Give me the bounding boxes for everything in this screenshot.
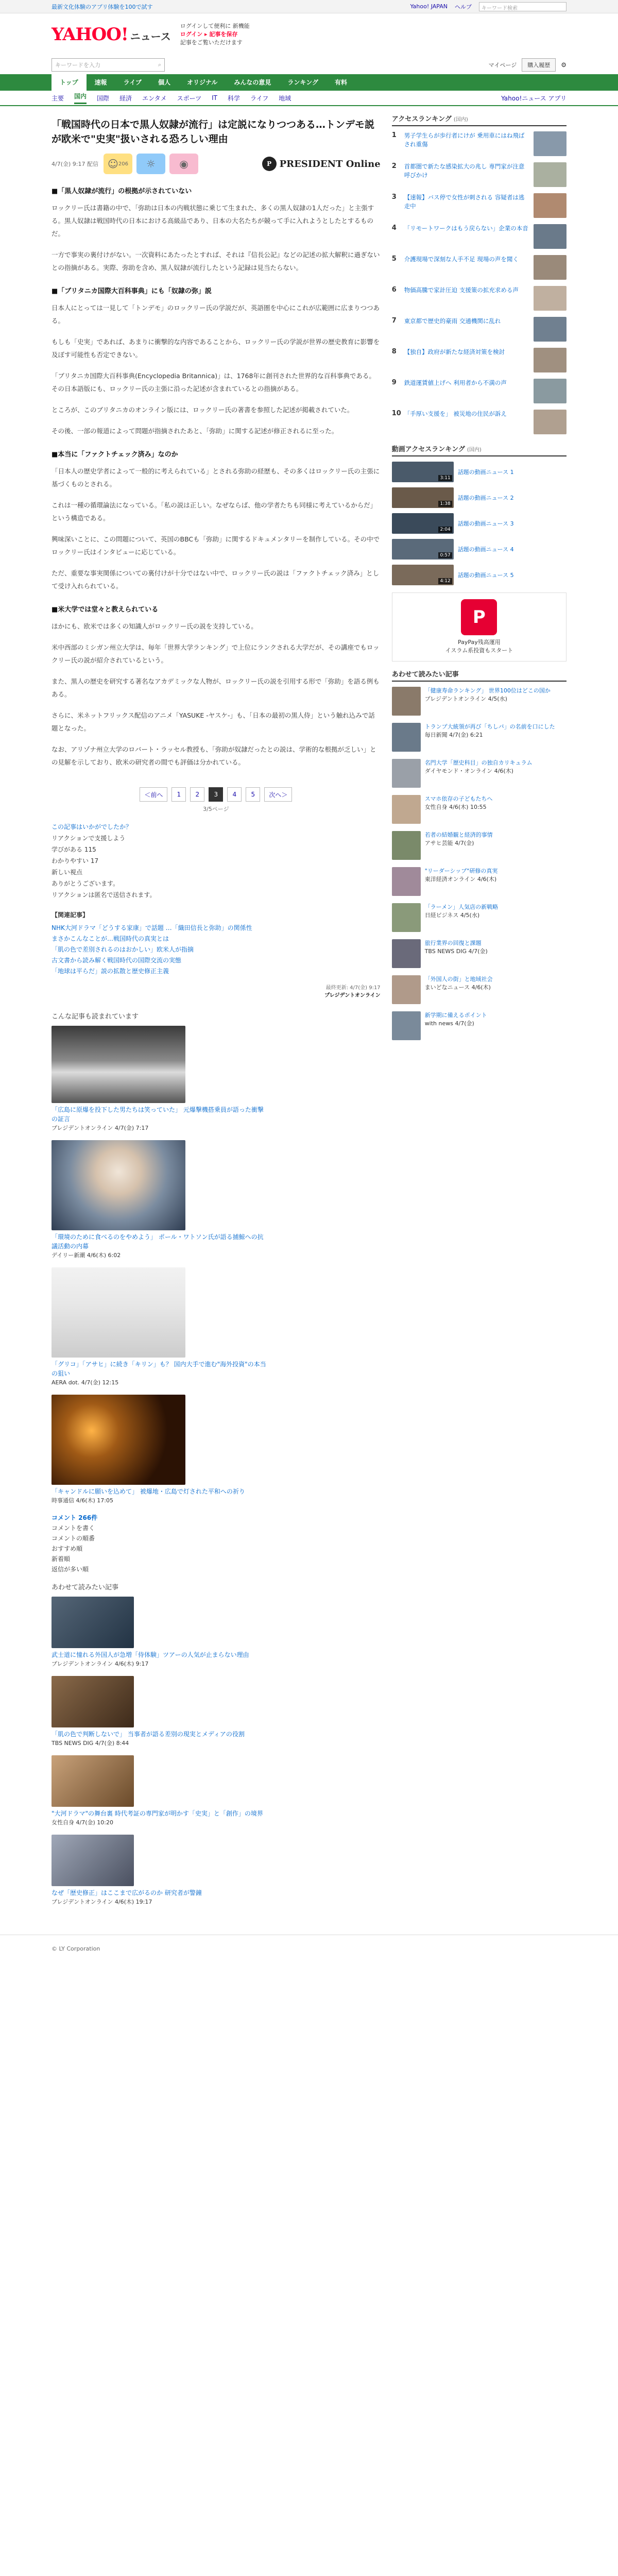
comment-sort-new[interactable]: 新着順 <box>52 1555 71 1563</box>
gnav-item-opinion[interactable]: みんなの意見 <box>234 79 271 86</box>
paragraph: ところが、このブリタニカのオンライン版には、ロックリー氏の著書を参照した記述が掲載されていた。 <box>52 406 354 414</box>
pager-page-5[interactable]: 5 <box>246 787 260 802</box>
publisher-mark-icon: P <box>262 157 277 171</box>
gnav-item-live[interactable]: ライブ <box>123 79 142 86</box>
sidebar-reco-item[interactable]: 若者の結婚観と経済的事情 アサヒ芸能 4/7(金) <box>392 831 566 860</box>
feedback-question: この記事はいかがでしたか？ <box>52 823 132 831</box>
video-item[interactable]: 0:57 話題の動画ニュース 4 <box>392 539 566 560</box>
yahoo-news-logo[interactable]: YAHOO! ニュース <box>52 24 171 45</box>
util-search-input[interactable]: キーワード検索 <box>479 2 566 11</box>
reco-title: 「広島に原爆を投下した男たちは笑っていた」 元爆撃機搭乗員が語った衝撃の証言 <box>52 1106 264 1123</box>
source-note: 最終更新: 4/7(金) 9:17 プレジデントオンライン <box>324 985 381 998</box>
utility-bar <box>0 0 618 13</box>
ranking-thumb <box>534 255 566 280</box>
reco-image <box>52 1597 134 1648</box>
page-footer: © LY Corporation <box>0 1935 618 1962</box>
reco-image <box>52 1026 185 1103</box>
pager-next-button[interactable]: 次へ＞ <box>264 787 292 802</box>
reco-image <box>52 1395 185 1485</box>
category-tab-sports[interactable]: スポーツ <box>177 94 202 102</box>
article-timestamp: 4/7(金) 9:17 配信 <box>52 161 98 167</box>
section-heading: ■「ブリタニカ国際大百科事典」にも「奴隷の弥」説 <box>52 287 212 295</box>
related-link[interactable]: 古文書から読み解く戦国時代の国際交流の実態 <box>52 957 182 964</box>
mypage-link[interactable]: マイページ <box>488 62 517 69</box>
reco-source: TBS NEWS DIG 4/7(金) 8:44 <box>52 1740 129 1747</box>
video-item[interactable]: 3:11 話題の動画ニュース 1 <box>392 462 566 482</box>
reco-card[interactable] <box>52 1140 381 1259</box>
ranking-thumb <box>534 348 566 372</box>
video-ranking-heading: 動画アクセスランキング (国内) <box>392 444 566 456</box>
pager-page-2[interactable]: 2 <box>190 787 204 802</box>
category-tab-entertainment[interactable]: エンタメ <box>142 94 167 102</box>
ranking-item[interactable]: 4 「リモートワークはもう戻らない」企業の本音 <box>392 224 566 249</box>
feedback-block <box>52 821 381 901</box>
reaction-new-view-button[interactable] <box>169 154 198 174</box>
video-item[interactable]: 1:38 話題の動画ニュース 2 <box>392 487 566 508</box>
reco-image <box>52 1755 134 1807</box>
comment-sort-recommended[interactable]: おすすめ順 <box>52 1545 83 1552</box>
paragraph: なお、アリゾナ州立大学のロバート・ラッセル教授も、「弥助が奴隷だったとの説は、学術的な根拠が乏しい」との見解を示しており、欧米の研究者の間でも評価は分かれている。 <box>52 745 376 766</box>
ranking-item[interactable]: 6 物価高騰で家計圧迫 支援策の拡充求める声 <box>392 286 566 311</box>
reco-source: プレジデントオンライン 4/6(木) 9:17 <box>52 1660 149 1667</box>
gear-icon[interactable]: ⚙ <box>561 61 566 69</box>
lightbulb-icon: ☼ <box>146 158 156 170</box>
sidebar-reco-heading: あわせて読みたい記事 <box>392 669 566 682</box>
category-tab-economy[interactable]: 経済 <box>119 94 132 102</box>
reco-heading: こんな記事も読まれています <box>52 1013 139 1021</box>
ranking-thumb <box>534 410 566 434</box>
reco-title: 「キャンドルに願いを込めて」 被爆地・広島で灯された平和への祈り <box>52 1488 245 1495</box>
category-tab-local[interactable]: 地域 <box>279 94 291 102</box>
pagination <box>52 787 381 802</box>
reco-image <box>52 1835 134 1886</box>
related-title: 【関連記事】 <box>52 911 89 919</box>
paragraph: 「日本人の歴史学者によって一般的に考えられている」とされる弥助の経歴も、その多くはロックリー氏の主張に基づくものとされる。 <box>52 467 380 488</box>
paragraph: 興味深いことに、この問題について、英国のBBCも「弥助」に関するドキュメンタリーを制作している。その中でロックリー氏はインタビューに応じている。 <box>52 535 380 556</box>
sidebar-ad[interactable]: P PayPay残高運用 イスラム系投資もスタート <box>392 592 566 662</box>
search-icon[interactable]: ⌕ <box>158 61 161 68</box>
access-ranking-heading: アクセスランキング (国内) <box>392 113 566 126</box>
reco-source: プレジデントオンライン 4/7(金) 7:17 <box>52 1125 149 1131</box>
article-headline: 「戦国時代の日本で黒人奴隷が流行」は定説になりつつある…トンデモ説が欧米で"史実"扱いされる恐ろしい理由 <box>52 119 375 145</box>
pager-status: 3/5ページ <box>203 806 229 812</box>
ranking-item[interactable]: 9 鉄道運賃値上げへ 利用者から不満の声 <box>392 379 566 403</box>
ranking-thumb <box>534 131 566 156</box>
paragraph: 日本人にとっては一見して「トンデモ」のロックリー氏の学説だが、英語圏を中心にこれが広範囲に広まりつつある。 <box>52 304 380 325</box>
reco-image <box>52 1676 134 1727</box>
util-promo-link[interactable]: 最新文化体験のアプリ体験を100で試す <box>52 3 153 10</box>
article-meta <box>52 154 381 174</box>
gnav-item-ranking[interactable]: ランキング <box>287 79 319 86</box>
category-tab-science[interactable]: 科学 <box>228 94 241 102</box>
reco-source: AERA dot. 4/7(金) 12:15 <box>52 1379 119 1386</box>
category-tab-main[interactable]: 主要 <box>52 94 64 102</box>
sidebar-reco-item[interactable]: 名門大学「歴史科目」の独自カリキュラム ダイヤモンド・オンライン 4/6(木) <box>392 759 566 788</box>
sidebar-reco-item[interactable]: スマホ依存の子どもたちへ 女性自身 4/6(木) 10:55 <box>392 795 566 824</box>
ranking-item[interactable]: 10 「手厚い支援を」 被災地の住民が訴え <box>392 410 566 434</box>
related-link[interactable]: NHK大河ドラマ「どうする家康」で話題 …「織田信長と弥助」の関係性 <box>52 924 252 931</box>
category-tab-life[interactable]: ライフ <box>250 94 269 102</box>
paypay-logo-icon: P <box>461 599 497 635</box>
app-link[interactable]: Yahoo!ニュース アプリ <box>501 94 566 102</box>
related-link[interactable]: まさかこんなことが…戦国時代の真実とは <box>52 935 169 942</box>
reco-title: 「グリコ」「アサヒ」に続き「キリン」も？ 国内大手で進む"海外投資"の本当の狙い <box>52 1361 266 1377</box>
ranking-thumb <box>534 379 566 403</box>
reaction-clear-button[interactable] <box>136 154 165 174</box>
sidebar-reco-item[interactable]: 「ラーメン」人気店の新戦略 日経ビジネス 4/5(水) <box>392 903 566 932</box>
category-tab-domestic[interactable]: 国内 <box>74 92 87 104</box>
paragraph: これは一種の循環論法になっている。「私の説は正しい。なぜならば、他の学者たちも同様に考えているからだ」という構造である。 <box>52 501 377 522</box>
sidebar-reco-item[interactable]: 「健康寿命ランキング」 世界100位はどこの国か プレジデントオンライン 4/5(水) <box>392 687 566 716</box>
util-yahoo-link[interactable]: Yahoo! JAPAN <box>410 3 448 10</box>
ranking-thumb <box>534 193 566 218</box>
lower-card[interactable] <box>52 1676 381 1747</box>
feedback-note: リアクションは匿名で送信されます。 <box>52 891 156 899</box>
paragraph: その後、一部の報道によって問題が指摘されたあと、「弥助」に関する記述が修正されるに至った。 <box>52 427 338 435</box>
reaction-learn-button[interactable]: ☺ 206 <box>104 154 132 174</box>
reco-title: 「環境のために食べるのをやめよう」 ポール・ワトソン氏が語る捕鯨への抗議活動の内幕 <box>52 1233 264 1250</box>
ranking-thumb <box>534 317 566 342</box>
reco-source: プレジデントオンライン 4/6(木) 19:17 <box>52 1899 152 1905</box>
comment-sort-label: コメントの順番 <box>52 1535 95 1542</box>
lower-card[interactable] <box>52 1835 381 1906</box>
search-row <box>0 56 618 74</box>
article-section-2 <box>52 285 381 437</box>
article-main <box>52 113 381 1914</box>
related-links <box>52 910 381 977</box>
lower-reco-heading: あわせて読みたい記事 <box>52 1584 119 1591</box>
article-section-4 <box>52 604 381 769</box>
lower-card[interactable] <box>52 1755 381 1826</box>
paragraph: ロックリー氏は書籍の中で、「弥助は日本の内戦状態に乗じて生まれた、多くの黒人奴隷の1人だった」と主張する。黒人奴隷は戦国時代の日本における高級品であり、日本の大名たちが競って手に入れようとしたとするものだ。 <box>52 204 374 238</box>
global-nav <box>0 74 618 91</box>
masthead <box>0 13 618 56</box>
feedback-subtext: リアクションで支援しよう <box>52 835 126 842</box>
pager-prev-button[interactable]: ＜前へ <box>140 787 167 802</box>
write-comment-link[interactable]: コメントを書く <box>52 1524 95 1532</box>
ranking-item[interactable]: 5 介護現場で深刻な人手不足 現場の声を聞く <box>392 255 566 280</box>
reco-source: 女性自身 4/7(金) 10:20 <box>52 1819 113 1826</box>
reaction-buttons <box>104 154 198 174</box>
category-tab-it[interactable]: IT <box>212 94 217 101</box>
ranking-item[interactable]: 1 男子学生らが歩行者にけが 乗用車にはね飛ばされ重傷 <box>392 131 566 156</box>
reco-image <box>52 1140 185 1230</box>
sidebar-reco-item[interactable]: 「外国人の街」と地域社会 まいどなニュース 4/6(木) <box>392 975 566 1004</box>
reco-source: デイリー新潮 4/6(木) 6:02 <box>52 1252 121 1259</box>
search-input[interactable]: キーワードを入力 ⌕ <box>52 58 165 72</box>
ranking-thumb <box>534 162 566 187</box>
reco-card[interactable] <box>52 1395 381 1504</box>
paragraph: 一方で事実の裏付けがない。一次資料にあたったとすれば、それは『信長公記』などの記述の拡大解釈に過ぎないとの指摘がある。実際、弥助を含め、黒人奴隷が流行したという記録は見当たらない。 <box>52 251 380 272</box>
comment-sort-replies[interactable]: 返信が多い順 <box>52 1566 89 1573</box>
reco-title: "大河ドラマ"の舞台裏 時代考証の専門家が明かす「史実」と「創作」の境界 <box>52 1810 263 1817</box>
util-help-link[interactable]: ヘルプ <box>455 3 472 10</box>
paragraph: 米中西部のミシガン州立大学は、毎年「世界大学ランキング」で上位にランクされる大学だが、その講座でもロックリー氏の説が紹介されているという。 <box>52 643 380 664</box>
sidebar-reco-item[interactable]: トランプ大統領が再び「ちしパ」の名前を口にした 毎日新聞 4/7(金) 6:21 <box>392 723 566 752</box>
sidebar <box>392 113 566 1914</box>
ranking-item[interactable]: 2 首都圏で新たな感染拡大の兆し 専門家が注意呼びかけ <box>392 162 566 187</box>
paragraph: もしも「史実」であれば、あまりに衝撃的な内容であることから、ロックリー氏の学説が世界の歴史教育に影響を及ぼす可能性も否定できない。 <box>52 338 380 359</box>
login-promo[interactable]: ログインして便利に 新機能 ログイン ▸ 記事を保存 記事をご覧いただけます <box>180 23 250 46</box>
category-tab-world[interactable]: 国際 <box>97 94 110 102</box>
pager-page-1[interactable]: 1 <box>171 787 186 802</box>
section-heading: ■「黒人奴隷が流行」の根拠が示されていない <box>52 188 192 195</box>
reco-card[interactable] <box>52 1026 381 1132</box>
publisher-logo[interactable]: P PRESIDENT Online <box>262 157 381 171</box>
feedback-thanks: ありがとうございます。 <box>52 880 119 887</box>
reco-card[interactable] <box>52 1267 381 1386</box>
ranking-thumb <box>534 224 566 249</box>
related-link[interactable]: 「地球は平らだ」説の拡散と歴史修正主義 <box>52 968 169 975</box>
smile-icon: ☺ <box>108 158 118 170</box>
video-item[interactable]: 2:04 話題の動画ニュース 3 <box>392 513 566 534</box>
comments-count[interactable]: コメント 266件 <box>52 1514 98 1521</box>
comments-block <box>52 1513 381 1574</box>
paragraph: ほかにも、欧米では多くの知識人がロックリー氏の説を支持している。 <box>52 622 258 630</box>
reco-title: なぜ「歴史修正」はここまで広がるのか 研究者が警鐘 <box>52 1889 202 1896</box>
ranking-item[interactable]: 3 【速報】バス停で女性が刺される 容疑者は逃走中 <box>392 193 566 218</box>
purchase-history-button[interactable]: 購入履歴 <box>522 58 556 72</box>
feedback-row[interactable]: わかりやすい 17 <box>52 857 99 865</box>
lower-card[interactable] <box>52 1597 381 1668</box>
sidebar-reco-item[interactable]: 旅行業界の回復と課題 TBS NEWS DIG 4/7(金) <box>392 939 566 968</box>
gnav-item-paid[interactable]: 有料 <box>335 79 348 86</box>
gnav-item-top[interactable]: トップ <box>52 74 87 91</box>
reco-image <box>52 1267 185 1358</box>
article-section-3 <box>52 449 381 592</box>
ranking-item[interactable]: 8 【独自】政府が新たな経済対策を検討 <box>392 348 566 372</box>
paragraph: また、黒人の歴史を研究する著名なアカデミックな人物が、ロックリー氏の説を引用する形で「弥助」を語る例もある。 <box>52 677 380 698</box>
video-item[interactable]: 4:12 話題の動画ニュース 5 <box>392 565 566 585</box>
category-nav <box>0 91 618 106</box>
eye-icon: ◉ <box>179 158 188 170</box>
paragraph: ただ、重要な事実関係についての裏付けが十分ではない中で、ロックリー氏の説は「ファクトチェック済み」として受け入れられている。 <box>52 569 380 590</box>
reco-title: 「肌の色で判断しないで」 当事者が語る差別の現実とメディアの役割 <box>52 1731 245 1738</box>
sidebar-reco-item[interactable]: 新学期に備えるポイント with news 4/7(金) <box>392 1011 566 1040</box>
reco-source: 時事通信 4/6(木) 17:05 <box>52 1497 113 1504</box>
ranking-item[interactable]: 7 東京都で歴史的豪雨 交通機関に乱れ <box>392 317 566 342</box>
sidebar-reco-item[interactable]: "リーダーシップ"研修の真実 東洋経済オンライン 4/6(木) <box>392 867 566 896</box>
reco-title: 武士道に憧れる外国人が急増「侍体験」ツアーの人気が止まらない理由 <box>52 1651 249 1658</box>
gnav-item-individual[interactable]: 個人 <box>158 79 170 86</box>
ranking-thumb <box>534 286 566 311</box>
gnav-item-breaking[interactable]: 速報 <box>94 79 107 86</box>
feedback-row[interactable]: 学びがある 115 <box>52 846 96 853</box>
related-link[interactable]: 「肌の色で差別されるのはおかしい」欧米人が指摘 <box>52 946 194 953</box>
pager-page-4[interactable]: 4 <box>227 787 242 802</box>
pager-page-3[interactable]: 3 <box>209 787 223 802</box>
section-heading: ■本当に「ファクトチェック済み」なのか <box>52 451 178 459</box>
gnav-item-original[interactable]: オリジナル <box>186 79 218 86</box>
paragraph: 「ブリタニカ国際大百科事典(Encyclopedia Britannica)」は、1768年に創刊された世界的な百科事典である。その日本語版にも、ロックリー氏の主張に沿った記述が含まれているとの指摘がある。 <box>52 372 375 393</box>
feedback-row[interactable]: 新しい視点 <box>52 869 83 876</box>
article-section-1 <box>52 185 381 274</box>
paragraph: さらに、米ネットフリックス配信のアニメ「YASUKE -ヤスケ-」も、「日本の最初の黒人侍」という触れ込みで話題となった。 <box>52 711 375 732</box>
section-heading: ■米大学では堂々と教えられている <box>52 606 159 614</box>
